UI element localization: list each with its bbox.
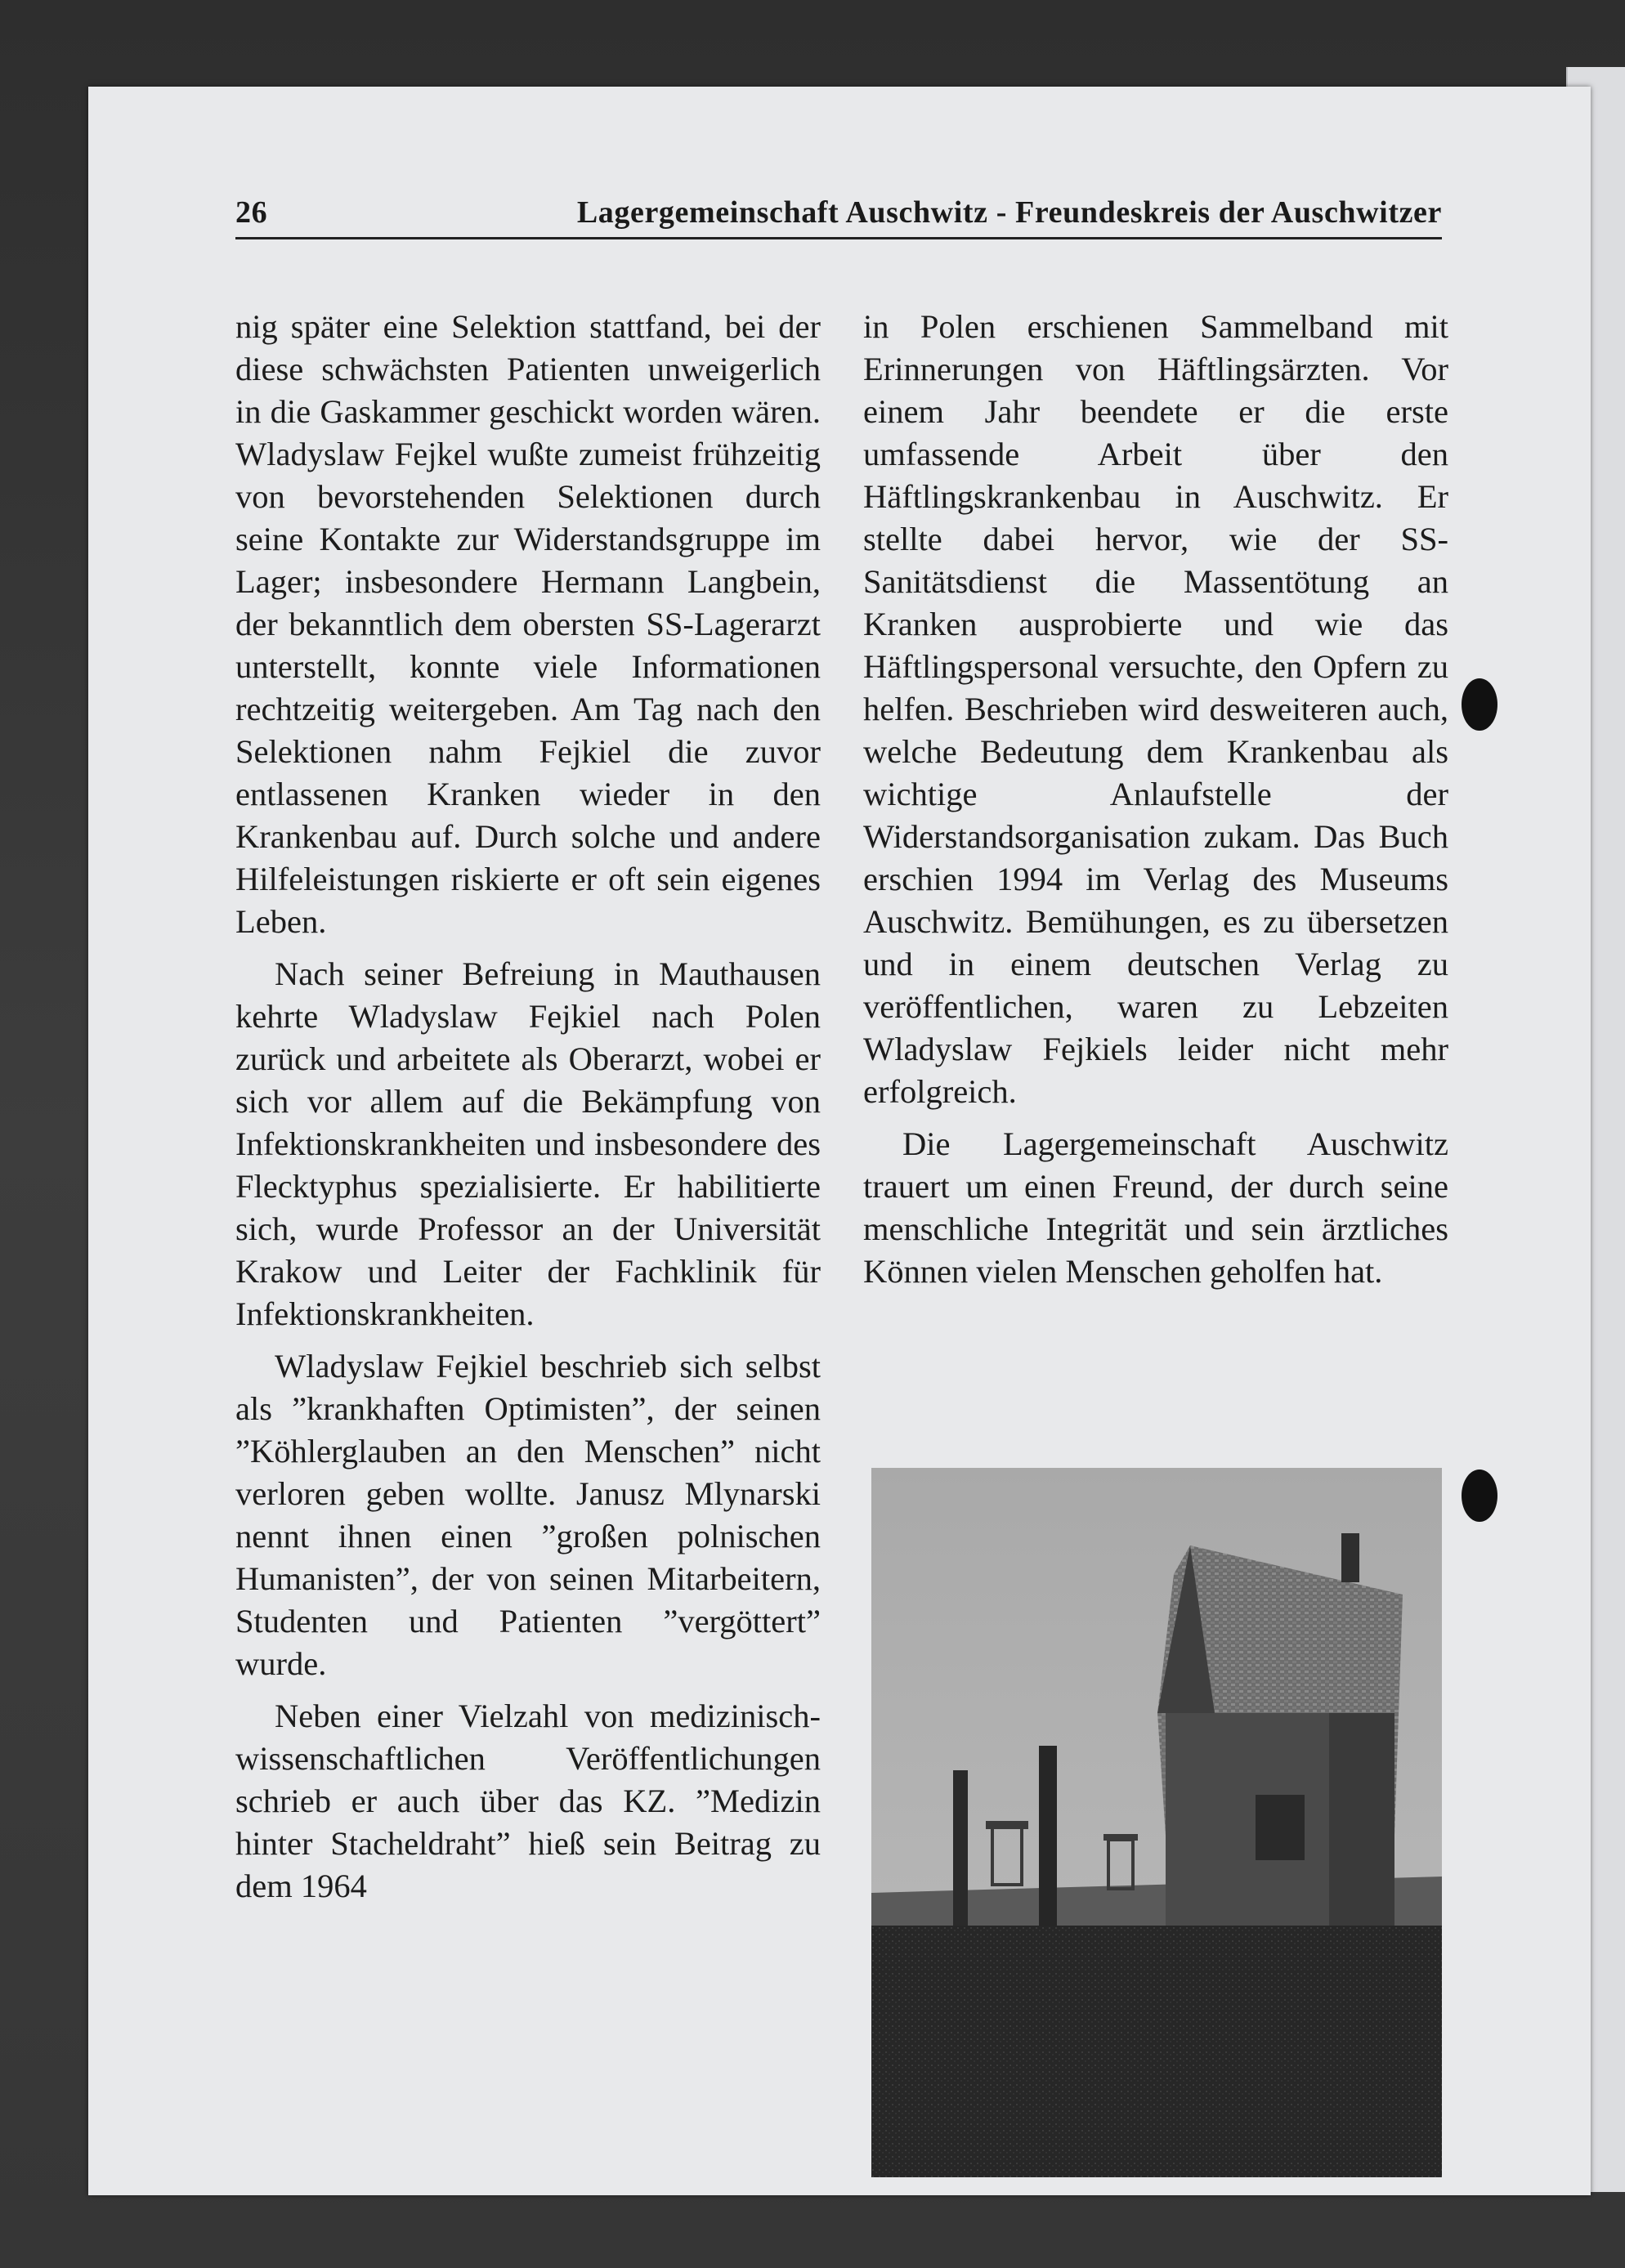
text-column-right [863,306,1448,1293]
paragraph: Die Lagergemeinschaft Auschwitz trauert um einen Freund, der durch seine menschliche Integrität und sein ärztliches Können vielen Menschen geholfen hat. [863,1125,1448,1290]
page-number: 26 [235,195,268,230]
binder-hole-icon [1462,1470,1497,1522]
paragraph: Neben einer Vielzahl von medizinisch-wissenschaftlichen Veröffentlichungen schrieb er auch über das KZ. ”Medizin hinter Stacheldraht” hieß sein Beitrag zu dem 1964 [235,1698,821,1904]
header-title: Lagergemeinschaft Auschwitz - Freundeskreis der Auschwitzer [576,195,1442,230]
binder-hole-icon [1462,678,1497,731]
running-header [235,188,1442,239]
paragraph: Wladyslaw Fejkiel beschrieb sich selbst als ”krankhaften Optimisten”, der seinen ”Köhlerglauben an den Menschen” nicht verloren geben wollte. Janusz Mlynarski nennt ihnen einen ”großen polnischen Humanisten”, der von seinen Mitarbeitern, Studenten und Patienten ”vergöttert” wurde. [235,1348,821,1682]
barracks-photo-image [871,1468,1442,2177]
photograph-barracks [871,1468,1442,2177]
text-column-left [235,306,821,1908]
paragraph: in Polen erschienen Sammelband mit Erinnerungen von Häftlingsärzten. Vor einem Jahr beendete er die erste umfassende Arbeit über den Häftlingskrankenbau in Auschwitz. Er stellte dabei hervor, wie der SS-Sanitätsdienst die Massentötung an Kranken ausprobierte und wie das Häftlingspersonal versuchte, den Opfern zu helfen. Beschrieben wird desweiteren auch, welche Bedeutung dem Krankenbau als wichtige Anlaufstelle der Widerstandsorganisation zukam. Das Buch erschien 1994 im Verlag des Museums Auschwitz. Bemühungen, es zu übersetzen und in einem deutschen Verlag zu veröffentlichen, waren zu Lebzeiten Wladyslaw Fejkiels leider nicht mehr erfolgreich. [863,308,1448,1110]
document-page [88,87,1591,2195]
paragraph: Nach seiner Befreiung in Mauthausen kehrte Wladyslaw Fejkiel nach Polen zurück und arbeitete als Oberarzt, wobei er sich vor allem auf die Bekämpfung von Infektionskrankheiten und insbesondere des Flecktyphus spezialisierte. Er habilitierte sich, wurde Professor an der Universität Krakow und Leiter der Fachklinik für Infektionskrankheiten. [235,955,821,1332]
paragraph: nig später eine Selektion stattfand, bei der diese schwächsten Patienten unweigerlich in die Gaskammer geschickt worden wären. Wladyslaw Fejkel wußte zumeist frühzeitig von bevorstehenden Selektionen durch seine Kontakte zur Widerstandsgruppe im Lager; insbesondere Hermann Langbein, der bekanntlich dem obersten SS-Lagerarzt unterstellt, konnte viele Informationen rechtzeitig weitergeben. Am Tag nach den Selektionen nahm Fejkiel die zuvor entlassenen Kranken wieder in den Krankenbau auf. Durch solche und andere Hilfeleistungen riskierte er oft sein eigenes Leben. [235,308,821,940]
